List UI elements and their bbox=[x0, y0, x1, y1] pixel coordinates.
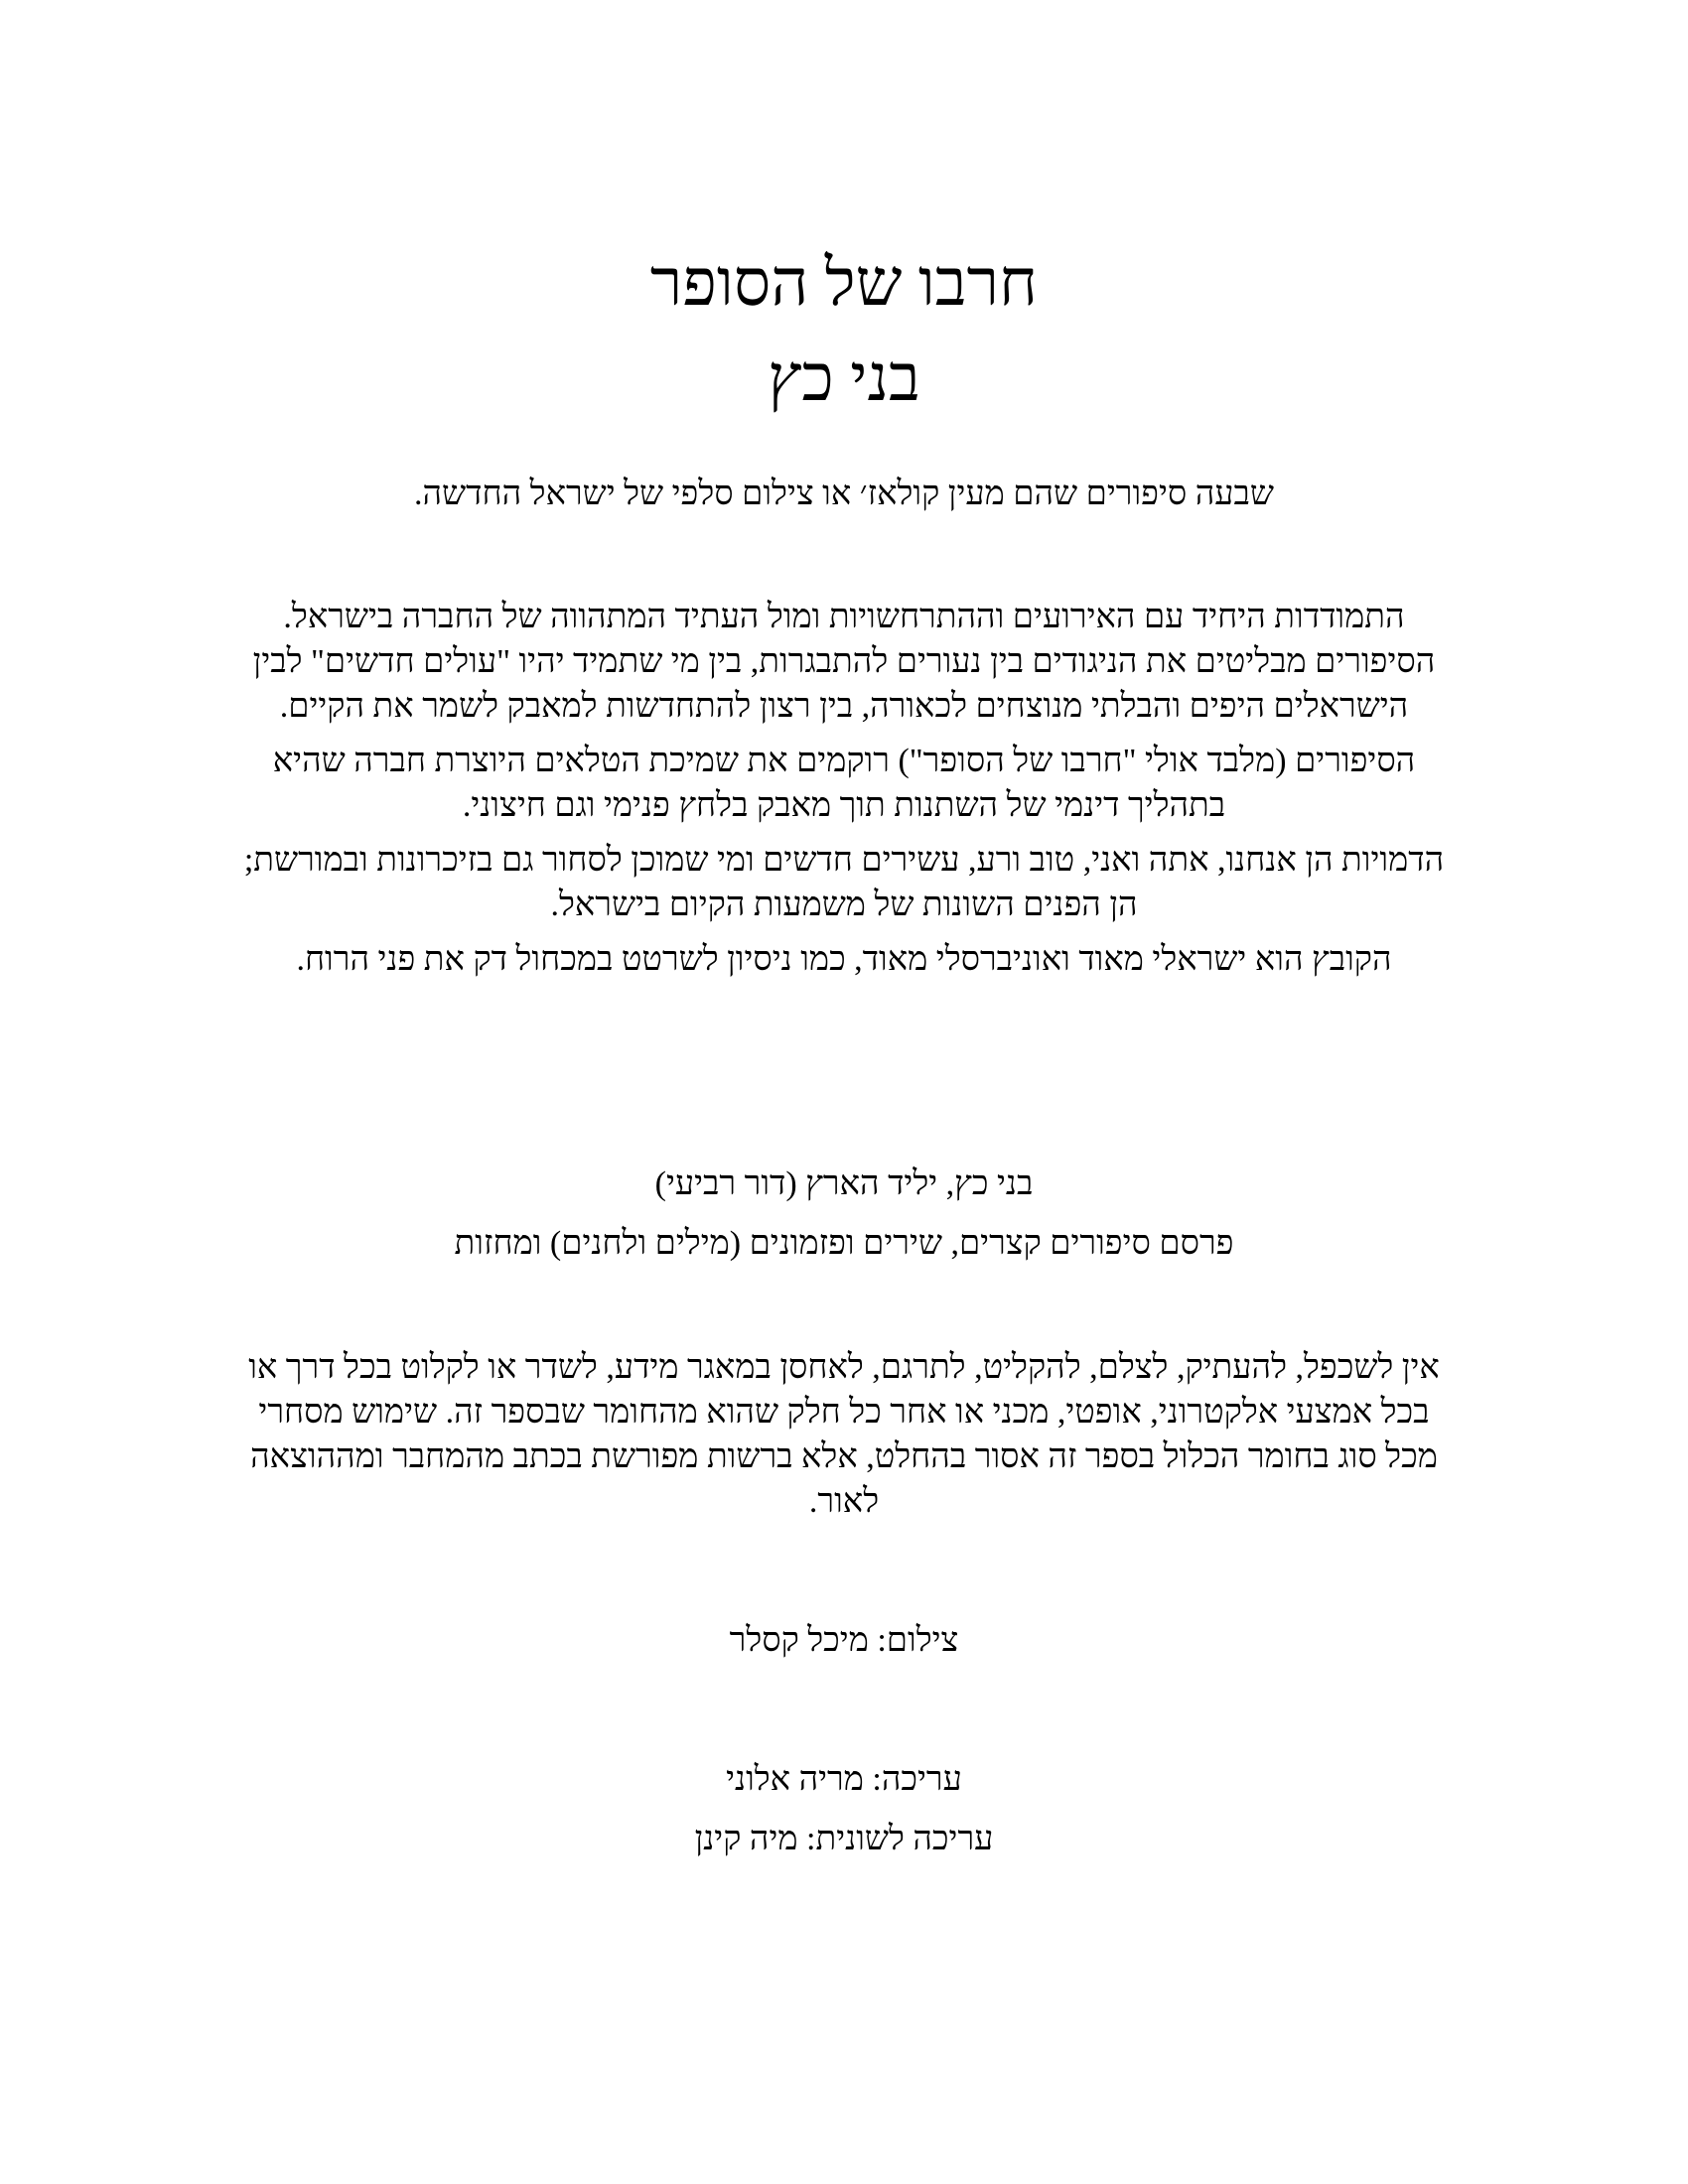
synopsis bbox=[228, 595, 1460, 992]
synopsis-paragraph: הסיפורים (מלבד אולי "חרבו של הסופר") רוקמים את שמיכת הטלאים היוצרת חברה שהיא בתהליך דינמי של השתנות תוך מאבק בלחץ פנימי וגם חיצוני. bbox=[272, 743, 1416, 824]
copyright-notice bbox=[228, 1345, 1460, 1524]
tagline-text: שבעה סיפורים שהם מעין קולאז׳ או צילום סלפי של ישראל החדשה. bbox=[414, 476, 1274, 512]
author-bio-line: בני כץ, יליד הארץ (דור רביעי) bbox=[654, 1165, 1034, 1202]
photography-credit: צילום: מיכל קסלר bbox=[729, 1622, 959, 1659]
author-name: בני כץ bbox=[768, 342, 920, 415]
editing-credit: עריכה: מריה אלוני bbox=[726, 1761, 962, 1798]
copyright-text: אין לשכפל, להעתיק, לצלם, להקליט, לתרגם, לאחסן במאגר מידע, לשדר או לקלוט בכל דרך או בכל אמצעי אלקטרוני, אופטי, מכני או אחר כל חלק שהוא מהחומר שבספר זה. שימוש מסחרי מכל סוג בחומר הכלול בספר זה אסור בהחלט, אלא ברשות מפורשת בכתב מהמחבר ומההוצאה לאור. bbox=[248, 1349, 1440, 1520]
language-editing-credit: עריכה לשונית: מיה קינן bbox=[694, 1821, 994, 1857]
book-title bbox=[0, 236, 1688, 427]
synopsis-paragraph: הדמויות הן אנחנו, אתה ואני, טוב ורע, עשירים חדשים ומי שמוכן לסחור גם בזיכרונות ובמורשת; הן הפנים השונות של משמעות הקיום בישראל. bbox=[243, 842, 1445, 923]
author-bio-line: פרסם סיפורים קצרים, שירים ופזמונים (מילים ולחנים) ומחזות bbox=[454, 1225, 1234, 1262]
book-title-line: חרבו של הסופר bbox=[649, 247, 1039, 320]
synopsis-paragraph: הקובץ הוא ישראלי מאוד ואוניברסלי מאוד, כמו ניסיון לשרטט במכחול דק את פני הרוח. bbox=[296, 941, 1392, 978]
photo-credit bbox=[228, 1618, 1460, 1663]
synopsis-paragraph: התמודדות היחיד עם האירועים וההתרחשויות ומול העתיד המתהווה של החברה בישראל. הסיפורים מבליטים את הניגודים בין נעורים להתבגרות, בין מי שתמיד יהיו "עולים חדשים" לבין הישראלים היפים והבלתי מנוצחים לכאורה, בין רצון להתחדשות למאבק לשמר את הקיים. bbox=[252, 599, 1436, 725]
tagline bbox=[228, 472, 1460, 516]
author-bio bbox=[228, 1155, 1460, 1274]
editing-credits bbox=[228, 1750, 1460, 1869]
